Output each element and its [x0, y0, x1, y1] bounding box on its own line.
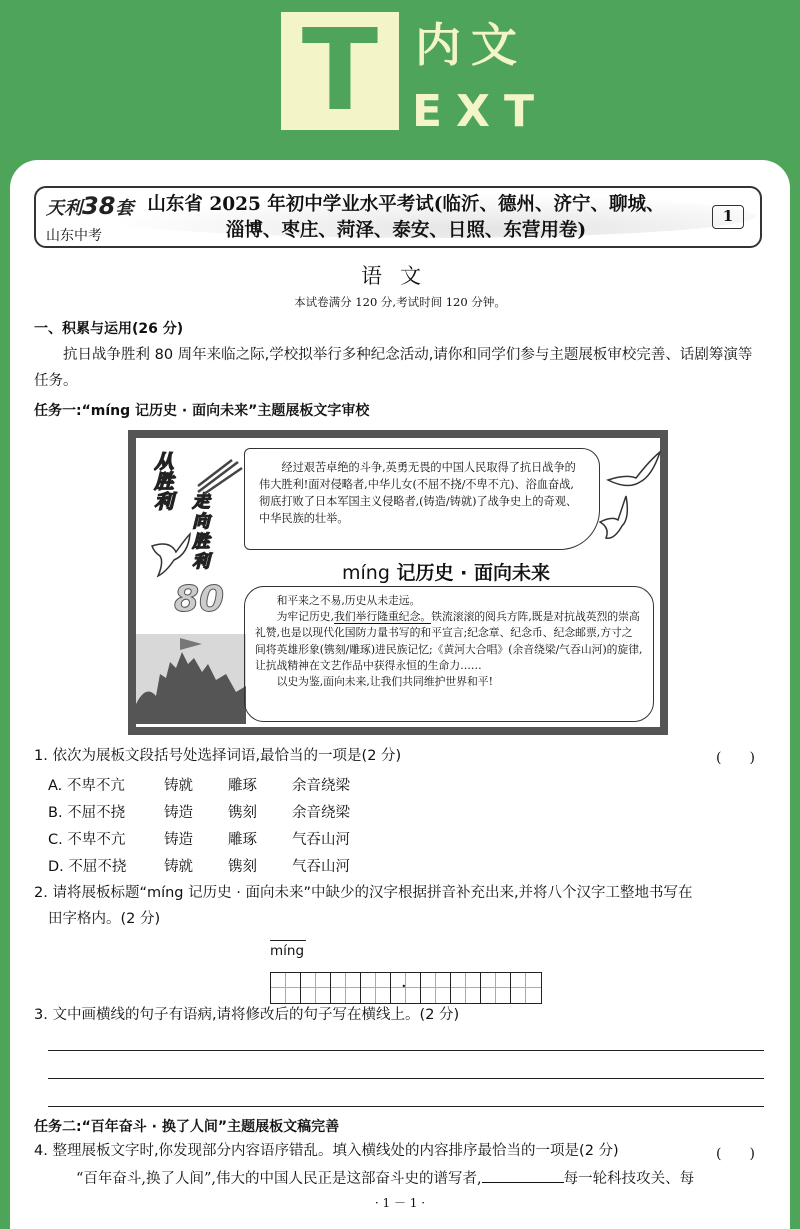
board-underlined-sentence: 我们举行隆重纪念。: [334, 610, 432, 624]
board-paragraph-1: 和平来之不易,历史从未走远。: [276, 594, 421, 607]
banner-t-box: [281, 6, 399, 136]
exam-region: 山东中考: [46, 228, 102, 244]
dove-icon: [148, 530, 192, 580]
q1-option-a-4: 余音绕梁: [292, 778, 350, 794]
q4-text-a: “百年奋斗,换了人间”,伟大的中国人民正是这部奋斗史的谱写者,: [76, 1171, 482, 1187]
tianzige-cell[interactable]: [301, 973, 331, 1003]
q1-option-d-1: D. 不屈不挠: [48, 859, 127, 875]
q1-stem: 1. 依次为展板文段括号处选择词语,最恰当的一项是(2 分): [34, 748, 402, 764]
exam-title: [146, 192, 666, 244]
banner: [0, 0, 800, 160]
paper-number: 1: [712, 205, 744, 229]
anniversary-80-badge: 80: [174, 579, 225, 620]
q1-option-d-3: 镌刻: [228, 859, 257, 875]
dove-right-lower-icon: [596, 494, 636, 542]
section1-title: 一、积累与运用(26 分): [34, 321, 184, 337]
tianzige-cell[interactable]: [451, 973, 481, 1003]
q3-stem: 3. 文中画横线的句子有语病,请将修改后的句子写在横线上。(2 分): [34, 1007, 460, 1023]
q1-option-c: [48, 828, 350, 849]
q1-option-a-2: 铸就: [164, 778, 193, 794]
board-paragraph-2: [255, 609, 643, 674]
banner-english-text: EXT: [412, 86, 548, 137]
board-title-text: 记历史 · 面向未来: [389, 562, 550, 584]
exam-title-line2: 淄博、枣庄、菏泽、泰安、日照、东营用卷): [225, 220, 587, 241]
q1-option-a-1: A. 不卑不亢: [48, 778, 125, 794]
q2-stem-line1: 2. 请将展板标题“míng 记历史 · 面向未来”中缺少的汉字根据拼音补充出来,并将八个汉字工整地书写在: [34, 885, 693, 901]
q1-option-c-4: 气吞山河: [292, 832, 350, 848]
banner-t-letter: T: [301, 6, 379, 136]
exam-paper: [10, 160, 790, 1229]
board-title: [296, 558, 596, 585]
tianzige-cell[interactable]: [421, 973, 451, 1003]
page-number: · 1 － 1 ·: [374, 1196, 426, 1210]
q1-option-d: [48, 855, 350, 876]
section1-intro: 抗日战争胜利 80 周年来临之际,学校拟举行多种纪念活动,请你和同学们参与主题展板审校完善、话剧筹演等任务。: [34, 347, 753, 389]
exhibit-board-inner: [136, 438, 660, 727]
exam-meta: 本试卷满分 120 分,考试时间 120 分钟。: [294, 295, 506, 309]
q1-option-b-2: 铸造: [164, 805, 193, 821]
q1-option-b-4: 余音绕梁: [292, 805, 350, 821]
tianzige-cell[interactable]: [511, 973, 541, 1003]
board-paragraph-2b: 铁流滚滚的阅兵方阵,既是对抗战英烈的崇高礼赞,也是以现代化国防力量书写的和平宣言;纪念章、纪念币、纪念邮票,方寸之间将英雄形象(镌刻/雕琢)进民族记忆;《黄河大合唱》(余音绕梁/气吞山河)的旋律,让抗战精神在文艺作品中获得永恒的生命力……: [255, 610, 643, 672]
board-vertical-slogan-1: 从胜利: [154, 451, 174, 513]
q1-answer-bracket: ( ): [716, 750, 755, 766]
exam-title-line1: 山东省 2025 年初中学业水平考试(临沂、德州、济宁、聊城、: [147, 194, 665, 215]
tianzige-cell[interactable]: [481, 973, 511, 1003]
q3-answer-line-2[interactable]: [48, 1078, 764, 1079]
q4-blank[interactable]: [482, 1169, 564, 1183]
dove-right-upper-icon: [606, 450, 662, 490]
q4-answer-bracket: ( ): [716, 1146, 755, 1162]
tianzige-cell[interactable]: [271, 973, 301, 1003]
q2-pinyin: míng: [270, 940, 306, 959]
q1-option-b: [48, 801, 350, 822]
board-title-pinyin: míng: [342, 562, 390, 584]
q4-stem: 4. 整理展板文字时,你发现部分内容语序错乱。填入横线处的内容排序最恰当的一项是(2 分): [34, 1143, 619, 1159]
logo-suffix: 套: [115, 198, 134, 219]
q1-option-c-1: C. 不卑不亢: [48, 832, 126, 848]
subject-title: 语文: [361, 264, 439, 288]
q4-text: [76, 1166, 694, 1192]
q4-text-b: 每一轮科技攻关、每: [563, 1171, 695, 1187]
q3-answer-line-3[interactable]: [48, 1106, 764, 1107]
board-scroll-bottom-text: [244, 586, 654, 722]
tianzige-cell[interactable]: [361, 973, 391, 1003]
q1-option-c-2: 铸造: [164, 832, 193, 848]
board-scroll-top-text: 经过艰苦卓绝的斗争,英勇无畏的中国人民取得了抗日战争的伟大胜利!面对侵略者,中华儿女(不屈不挠/不卑不亢)、浴血奋战,彻底打败了日本军国主义侵略者,(铸造/铸就)了战争史上的奇观、中华民族的壮举。: [244, 448, 600, 550]
q1-option-a-3: 雕琢: [228, 778, 257, 794]
tianzige-cell[interactable]: [331, 973, 361, 1003]
tianzige-dot-cell: [391, 973, 421, 1003]
logo-number: 38: [82, 192, 116, 220]
tianzige-grid: [270, 972, 542, 1004]
board-paragraph-2a: 为牢记历史,: [276, 610, 335, 624]
q1-option-b-1: B. 不屈不挠: [48, 805, 126, 821]
q1-option-d-4: 气吞山河: [292, 859, 350, 875]
q1-option-d-2: 铸就: [164, 859, 193, 875]
q1-option-b-3: 镌刻: [228, 805, 257, 821]
q2-stem-line2: 田字格内。(2 分): [48, 911, 161, 927]
q1-option-a: [48, 774, 350, 795]
board-paragraph-3: 以史为鉴,面向未来,让我们共同维护世界和平!: [276, 675, 493, 689]
banner-chinese-text: 内文: [415, 18, 527, 72]
publisher-logo: [46, 192, 133, 220]
q1-option-c-3: 雕琢: [228, 832, 257, 848]
exam-header: [34, 186, 762, 248]
logo-text: 天利: [46, 198, 82, 219]
board-vertical-slogan-2: 走向胜利: [192, 492, 210, 572]
exhibit-board: [128, 430, 668, 735]
q3-answer-line-1[interactable]: [48, 1050, 764, 1051]
task1-title: 任务一:“míng 记历史 · 面向未来”主题展板文字审校: [34, 403, 370, 419]
soldiers-silhouette-image: [136, 634, 246, 724]
task2-title: 任务二:“百年奋斗 · 换了人间”主题展板文稿完善: [34, 1119, 340, 1135]
jet-streak-icon: [194, 456, 244, 496]
